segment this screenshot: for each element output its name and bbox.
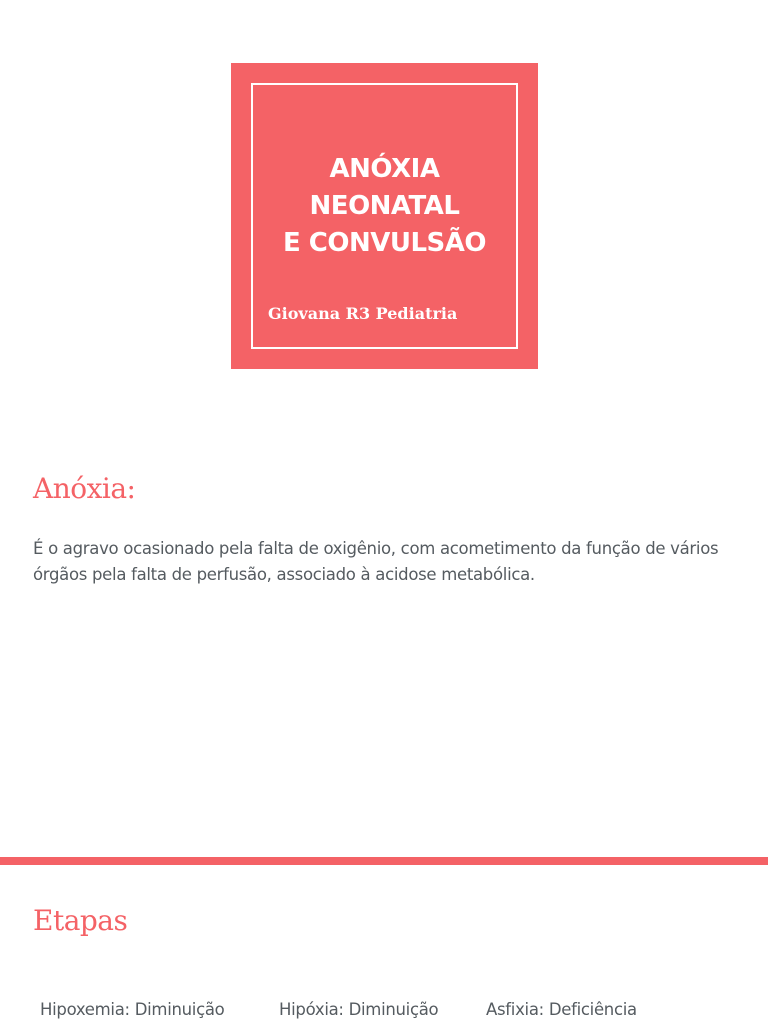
anoxia-definition: É o agravo ocasionado pela falta de oxigênio, com acometimento da função de vários órgãos pela falta de perfusão, associado à acidose metabólica. [33,539,719,584]
section-heading-etapas: Etapas [33,904,128,937]
cover-title [253,151,516,262]
step-hipoxia: Hipóxia: Diminuição [279,1000,439,1019]
cover-title-line: E CONVULSÃO [282,228,486,258]
step-asfixia: Asfixia: Deficiência [486,1000,637,1019]
section-divider [0,857,768,865]
cover-block [231,63,538,369]
cover-author: Giovana R3 Pediatria [268,304,458,323]
section-heading-anoxia: Anóxia: [33,472,136,505]
step-hipoxemia: Hipoxemia: Diminuição [40,1000,225,1019]
steps-row [0,997,768,1024]
cover-title-line: ANÓXIA [329,154,440,184]
cover-title-line: NEONATAL [309,191,460,221]
cover-frame [251,83,518,349]
